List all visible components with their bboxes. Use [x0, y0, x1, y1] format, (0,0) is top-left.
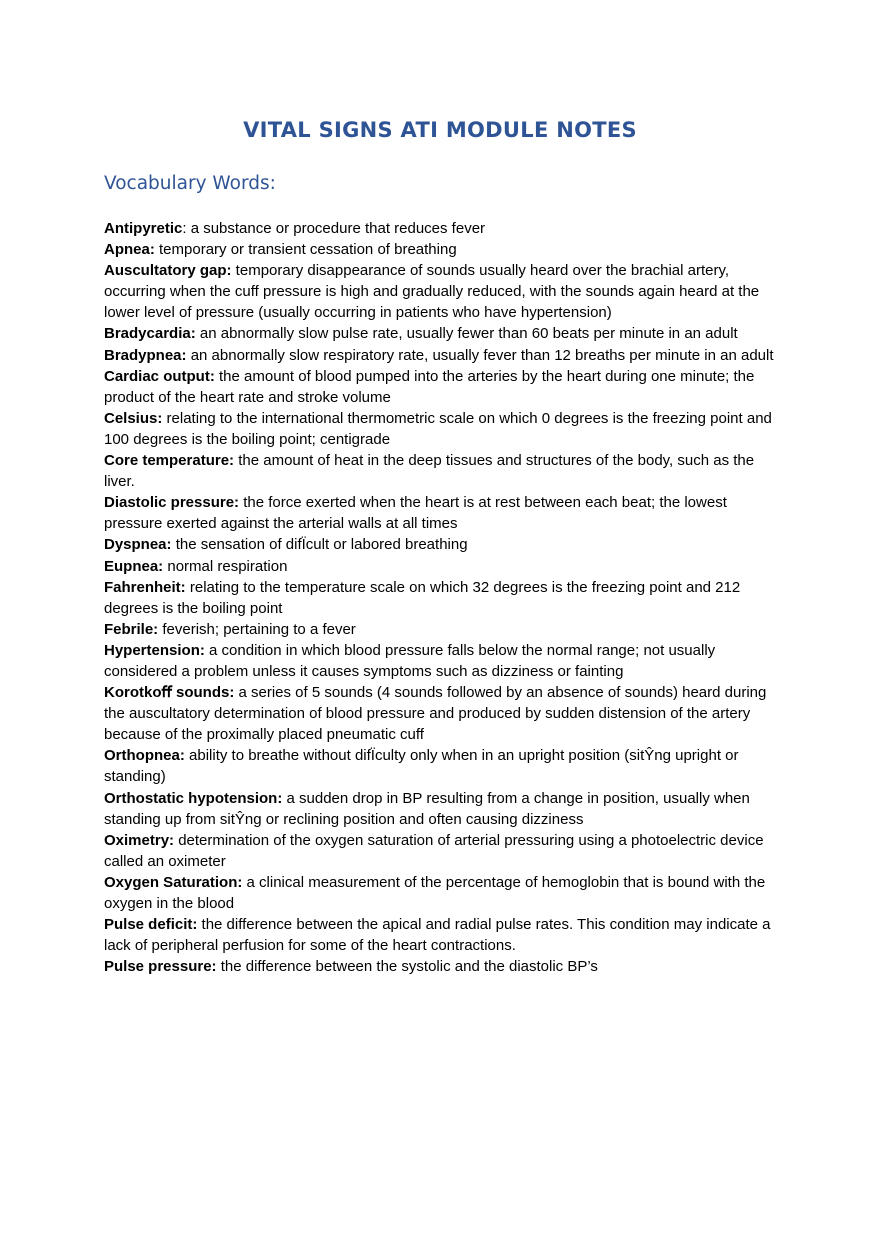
vocab-term: Bradycardia:	[104, 325, 196, 343]
vocab-definition: a clinical measurement of the percentage of hemoglobin that is bound with the oxygen in the blood	[104, 873, 766, 912]
vocab-term: Orthostatic hypotension:	[104, 789, 283, 807]
vocab-definition: relating to the international thermometric scale on which 0 degrees is the freezing point and 100 degrees is the boiling point; centigrade	[104, 409, 772, 448]
vocab-definition: temporary or transient cessation of breathing	[154, 241, 457, 259]
vocab-term: Cardiac output:	[104, 367, 215, 385]
vocab-definition: : a substance or procedure that reduces fever	[182, 220, 486, 237]
vocab-definition: determination of the oxygen saturation of arterial pressuring using a photoelectric device called an oximeter	[104, 831, 764, 870]
vocab-definition: the amount of heat in the deep tissues and structures of the body, such as the liver.	[104, 452, 755, 491]
vocab-entry-bradypnea	[104, 345, 780, 366]
vocab-term: Pulse deﬁcit:	[104, 916, 198, 934]
vocab-definition: the difference between the apical and radial pulse rates. This condition may indicate a lack of peripheral perfusion for some of the heart contractions.	[104, 916, 771, 955]
vocab-definition: normal respiration	[163, 557, 288, 575]
vocab-definition: the difference between the systolic and the diastolic BP’s	[216, 958, 598, 976]
vocab-term: Korotkoﬀ sounds:	[104, 684, 235, 702]
vocab-entry-oximetry	[104, 830, 780, 872]
vocab-entry-orthostatic-hypotension	[104, 788, 780, 830]
vocab-term: Pulse pressure:	[104, 958, 217, 976]
vocab-definition: an abnormally slow pulse rate, usually fewer than 60 beats per minute in an adult	[195, 325, 738, 343]
vocab-term: Celsius:	[104, 409, 163, 427]
vocab-definition: ability to breathe without difÏculty only when in an upright position (sitŶng upright or standing)	[104, 747, 739, 786]
vocab-definition: the amount of blood pumped into the arteries by the heart during one minute; the product of the heart rate and stroke volume	[104, 367, 755, 406]
document-title: VITAL SIGNS ATI MODULE NOTES	[243, 118, 637, 142]
vocab-definition: a series of 5 sounds (4 sounds followed by an absence of sounds) heard during the auscultatory determination of blood pressure and produced by sudden distension of the artery because of the proximally placed pneumatic cuff	[104, 684, 767, 744]
vocabulary-list	[104, 218, 780, 977]
vocab-entry-cardiac-output	[104, 366, 780, 408]
vocab-term: Oxygen Saturation:	[104, 873, 243, 891]
vocab-term: Orthopnea:	[104, 747, 185, 765]
vocab-entry-orthopnea	[104, 745, 780, 787]
vocab-term: Core temperature:	[104, 452, 235, 470]
vocab-definition: a condition in which blood pressure falls below the normal range; not usually considered a problem unless it causes symptoms such as dizziness or fainting	[104, 641, 716, 680]
vocab-entry-antipyretic	[104, 218, 780, 239]
vocab-term: Bradypnea:	[104, 346, 187, 364]
vocab-entry-auscultatory-gap	[104, 260, 780, 323]
vocab-entry-febrile	[104, 619, 780, 640]
vocab-definition: the sensation of difÏcult or labored breathing	[171, 536, 468, 554]
section-heading: Vocabulary Words:	[104, 173, 276, 194]
vocab-entry-fahrenheit	[104, 577, 780, 619]
vocab-term: Oximetry:	[104, 831, 175, 849]
vocab-entry-celsius	[104, 408, 780, 450]
vocab-definition: a sudden drop in BP resulting from a change in position, usually when standing up from sitŶng or reclining position and often causing dizziness	[104, 789, 750, 828]
vocab-entry-pulse-deficit	[104, 914, 780, 956]
vocab-definition: the force exerted when the heart is at rest between each beat; the lowest pressure exerted against the arterial walls at all times	[104, 494, 727, 533]
vocab-entry-bradycardia	[104, 323, 780, 344]
vocab-entry-korotkoff-sounds	[104, 682, 780, 745]
vocab-entry-core-temperature	[104, 450, 780, 492]
vocab-entry-pulse-pressure	[104, 956, 780, 977]
vocab-term: Hypertension:	[104, 641, 205, 659]
vocab-term: Antipyretic	[104, 220, 183, 237]
vocab-definition: temporary disappearance of sounds usually heard over the brachial artery, occurring when the cuff pressure is high and gradually reduced, with the sounds again heard at the lower level of pressure (usually occurring in patients who have hypertension)	[104, 262, 760, 322]
vocab-entry-oxygen-saturation	[104, 872, 780, 914]
vocab-entry-diastolic-pressure	[104, 492, 780, 534]
vocab-entry-eupnea	[104, 556, 780, 577]
vocab-term: Auscultatory gap:	[104, 262, 232, 280]
vocab-term: Eupnea:	[104, 557, 164, 575]
vocab-definition: feverish; pertaining to a fever	[158, 620, 356, 638]
vocab-entry-apnea	[104, 239, 780, 260]
vocab-entry-hypertension	[104, 640, 780, 682]
vocab-term: Apnea:	[104, 241, 155, 259]
vocab-definition: relating to the temperature scale on which 32 degrees is the freezing point and 212 degrees is the boiling point	[104, 578, 741, 617]
vocab-term: Febrile:	[104, 620, 159, 638]
vocab-term: Dyspnea:	[104, 536, 172, 554]
vocab-term: Diastolic pressure:	[104, 494, 240, 512]
vocab-term: Fahrenheit:	[104, 578, 186, 596]
vocab-entry-dyspnea	[104, 534, 780, 555]
vocab-definition: an abnormally slow respiratory rate, usually fever than 12 breaths per minute in an adult	[186, 346, 774, 364]
